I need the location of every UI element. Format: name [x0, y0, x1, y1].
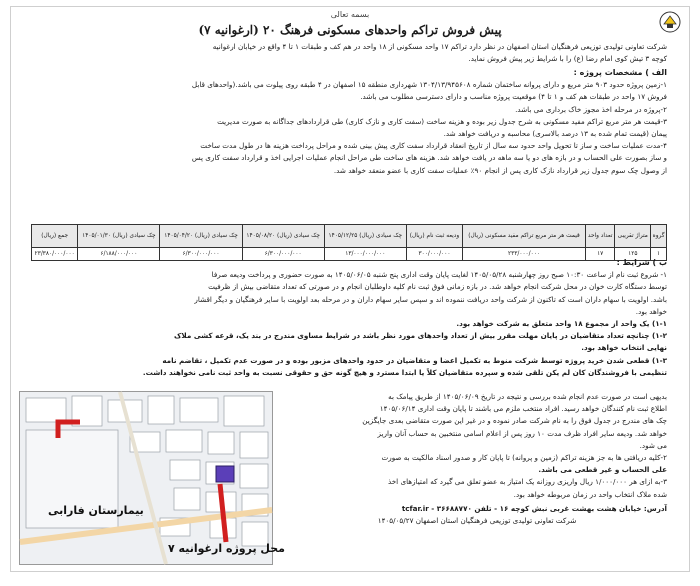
table-header-cell: چک سیادی (ریال) ۱۴۰۵/۰۱/۳۰ [78, 225, 160, 248]
condition-line: توسط دستگاه کارت خوان در محل شرکت انجام خواهد شد. در بازه زمانی فوق ثبت نام کلیه داوطلبان انجام و در صورتی که تعداد متقاضی بیش از ظرفیت [208, 282, 667, 292]
conditions-continued [287, 391, 667, 527]
table-header-cell: جمع (ریال) [32, 225, 78, 248]
table-header-cell: تعداد واحد [585, 225, 615, 248]
spec-line: فروش ۱۷ واحد در طبقات هم کف و ۱ تا ۴) موقعیت پروژه مناسب و دارای دسترسی مطلوب می باشد. [360, 92, 667, 102]
notice-title: پیش فروش تراکم واحدهای مسکونی فرهنگ ۲۰ (ارغوانیه ۷) [198, 23, 502, 37]
spec-line: پیمان (قیمت تمام شده به ۱۳ درصد بالاسری) محاسبه و دریافت خواهد شد. [443, 129, 667, 139]
table-cell: ۶/۱۸۸/۰۰۰/۰۰۰ [78, 248, 160, 261]
table-cell: ۱۷ [585, 248, 615, 261]
table-cell: ۳۰۰/۰۰۰/۰۰۰ [406, 248, 462, 261]
intro-paragraph [33, 41, 667, 65]
spec-line: ۳-قیمت هر متر مربع تراکم مفید مسکونی به شرح جدول زیر بوده و هزینه ساخت (سفت کاری و نازک کاری) طی قراردادهای جداگانه به صورت مدیریت [217, 116, 667, 126]
condition-line: علی الحساب و غیر قطعی می باشد. [538, 465, 667, 475]
condition-line: ۲-کلیه دریافتی ها به جز هزینه تراکم (زمین و پروانه) تا پایان کار و صدور اسناد مالکیت به صورت [381, 453, 667, 463]
bold-condition-line: ۱-۳) قطعی شدن خرید پروژه توسط شرکت منوط به تکمیل اعضا و متقاضیان در حدود واحدهای مزبور بوده و در صورت عدم تکمیل ، تقاضم نامه [162, 355, 667, 365]
project-specs [33, 67, 667, 177]
table-header-row [32, 225, 667, 248]
conditions-heading: ب ) شرایط : [616, 258, 667, 267]
location-map [19, 391, 285, 565]
condition-line: باشد. اولویت با سهام داران است که تاکنون از شرکت واحد دریافت ننموده اند و سپس سایر سهام داران و در مرحله بعد اولویت با سایر فرهنگیان و دیگر اقشار [194, 294, 667, 304]
condition-line: شده ملاک انتخاب واحد در زمان مربوطه خواهد بود. [513, 489, 667, 499]
table-header-cell: چک سیادی (ریال) ۱۴۰۵/۱۲/۲۵ [324, 225, 406, 248]
bold-condition-line: ۱-۲) چنانچه تعداد متقاضیان در پایان مهلت مقرر بیش از تعداد واحدهای مورد نظر باشد در شرایط مساوی مندرج در بند یک، قرعه کشی ملاک [174, 331, 667, 341]
table-header-cell: قیمت هر متر مربع تراکم مفید مسکونی (ریال) [463, 225, 586, 248]
table-cell: ۲۳/۳۸۰/۰۰۰/۰۰۰ [32, 248, 78, 261]
condition-line: چک های مندرج در جدول فوق را به نام شرکت صادر نموده و در غیر این صورت متقاضی بعدی جایگزین [362, 416, 667, 426]
hospital-label: بیمارستان فارابی [48, 504, 144, 517]
condition-line: ۱- شروع ثبت نام از ساعت ۱۰:۳۰ صبح روز چهارشنبه ۱۴۰۵/۰۵/۲۸ لغایت پایان وقت اداری پنج شنبه ۱۴۰۵/۰۶/۰۵ به صورت حضوری و پرداخت ودیعه صرفا [211, 270, 667, 280]
spec-line: ۱-زمین پروژه حدود ۹۰۳ متر مربع و دارای پروانه ساختمان شماره ۱۳۰۴/۱۳/۹۴۵۶۰۸ شهرداری منطقه ۱۵ اصفهان در ۴ طبقه روی پیلوت می باشد.(واحدهای قابل [191, 80, 667, 90]
table-header-cell: چک سیادی (ریال) ۱۴۰۵/۰۴/۲۰ [160, 225, 242, 248]
bold-condition-line: نهایی انتخاب خواهد بود. [581, 343, 667, 353]
table-cell: ۶/۳۰۰/۰۰۰/۰۰۰ [160, 248, 242, 261]
table-header-cell: چک سیادی (ریال) ۱۴۰۵/۰۸/۲۰ [242, 225, 324, 248]
project-location-marker [216, 466, 234, 482]
conditions-section [33, 257, 667, 379]
table-header-cell: متراژ تقریبی [615, 225, 651, 248]
spec-line: و ساز بصورت علی الحساب و در بازه های دو یا سه ماهه در یافت خواهد شد. هزینه های ساخت طی مراحل انجام عملیات اجرایی اخذ و قرارداد سفت کاری پس [191, 153, 667, 163]
table-cell: ۱ [651, 248, 667, 261]
spec-line: ۴-مدت عملیات ساخت و ساز تا تحویل واحد حدود سه سال از تاریخ انعقاد قرارداد سفت کاری پیش بینی شده و مراحل پرداخت هزینه ها در طول مدت ساخت [200, 141, 667, 151]
intro-line: کوچه ۳ تیش کوی امام رضا (ع) را با شرایط زیر پیش فروش نماید. [468, 54, 667, 64]
map-drawing [20, 392, 272, 564]
notice-page [10, 6, 690, 572]
condition-line: بدیهی است در صورت عدم انجام شده بررسی و نتیجه در تاریخ ۱۴۰۵/۰۶/۰۹ از طریق پیامک به [388, 392, 667, 401]
table-header-cell: ودیعه ثبت نام (ریال) [406, 225, 462, 248]
address-line: آدرس: خیابان هشت بهشت غربی نبش کوچه ۱۶ - تلفن ۳۶۶۸۸۷۷۰ - tcfar.ir [401, 503, 667, 513]
bold-condition-line: تنظیمی با فروشندگان کان لم یکن تلقی شده و سپرده متقاضیان کلاً یا ابتدا مسترد و هیچ گونه حق و حقوقی نسبت به واحد ثبت نامی نخواهند داشت. [142, 367, 667, 377]
signature-line: شرکت تعاونی تولیدی توزیعی فرهنگیان استان اصفهان ۱۴۰۵/۰۵/۲۷ [377, 516, 577, 526]
condition-line: خواهد شد. ودیعه سایر افراد ظرف مدت ۱۰ روز پس از اعلام اسامی منتخبین به حساب آنان واریز [377, 428, 667, 438]
spec-line: از وصول چک سوم جدول زیر قرارداد نازک کاری پس از انجام ۹۰٪ عملیات سفت کاری با عضو منعقد خواهد شد. [333, 165, 667, 175]
table-cell: ۱۳/۰۰۰/۰۰۰/۰۰۰ [324, 248, 406, 261]
intro-line: شرکت تعاونی تولیدی توزیعی فرهنگیان استان اصفهان در نظر دارد تراکم ۱۷ واحد مسکونی از ۱۸ واحد در هم کف و طبقات ۱ تا ۴ واقع در خیابان ارغوانیه [212, 42, 667, 51]
table-cell: ۱۲۵ [615, 248, 651, 261]
spec-line: ۲-پروژه در مرحله اخذ مجوز خاک برداری می باشد. [515, 104, 667, 114]
bismillah-heading: بسمه تعالی [330, 10, 370, 19]
table-header-cell: گروه [651, 225, 667, 248]
condition-line: می شود. [639, 440, 667, 450]
condition-line: ۳-به ازای هر ۱/۰۰۰/۰۰۰ ریال واریزی روزانه یک امتیاز به عضو تعلق می گیرد که امتیازهای اخذ [387, 477, 667, 487]
bold-condition-line: ۱-۱) یک واحد از مجموع ۱۸ واحد متعلق به شرکت خواهد بود. [456, 319, 667, 329]
table-cell: ۲۳۳/۰۰۰/۰۰۰ [463, 248, 586, 261]
table-cell: ۶/۳۰۰/۰۰۰/۰۰۰ [242, 248, 324, 261]
spec-heading: الف ) مشخصات پروژه : [573, 68, 667, 77]
condition-line: خواهد بود. [635, 306, 667, 316]
condition-line: اطلاع ثبت نام کنندگان خواهد رسید. افراد منتخب ملزم می باشند تا پایان وقت اداری ۱۴۰۵/۰۶/۱۴ [379, 404, 667, 414]
project-location-label: محل پروژه ارغوانیه ۷ [168, 542, 285, 555]
price-table [31, 224, 667, 261]
